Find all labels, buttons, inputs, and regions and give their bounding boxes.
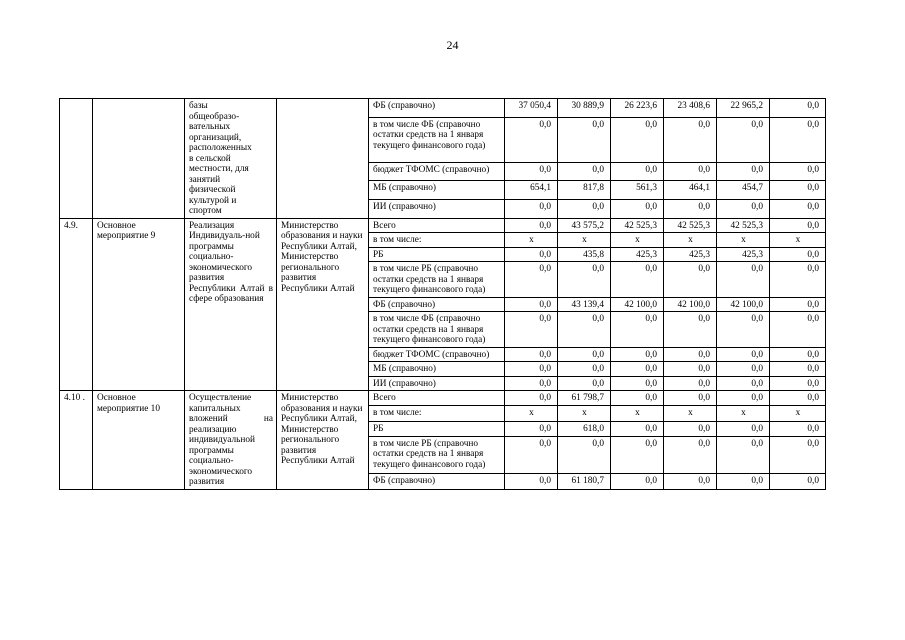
value-cell: 0,0: [611, 117, 664, 162]
value-cell: 0,0: [664, 347, 717, 362]
value-cell: 0,0: [611, 474, 664, 489]
value-cell: 0,0: [505, 362, 558, 377]
measure-executor-cell: Министерство образования и науки Республики Алтай, Министерство регионального развития Республики Алтай: [277, 391, 369, 490]
value-cell: 0,0: [664, 262, 717, 298]
funding-source-cell: в том числе ФБ (справочно остатки средств на 1 января текущего финансового года): [369, 117, 505, 162]
funding-source-cell: ФБ (справочно): [369, 99, 505, 118]
value-cell: 0,0: [664, 162, 717, 181]
description-line: спортом: [189, 206, 222, 216]
description-line: занятий: [189, 174, 221, 185]
value-cell: 0,0: [505, 162, 558, 181]
measure-executor-cell: [277, 99, 369, 219]
value-cell: 0,0: [558, 376, 611, 391]
measure-number-cell: 4.10 .: [60, 391, 93, 490]
value-cell: 425,3: [717, 247, 770, 262]
value-cell: 0,0: [770, 391, 826, 406]
value-cell: 0,0: [717, 391, 770, 406]
value-cell: 0,0: [611, 436, 664, 473]
value-cell: 0,0: [611, 362, 664, 377]
table-row: [60, 218, 826, 233]
value-cell: 0,0: [664, 474, 717, 489]
value-cell: 0,0: [770, 247, 826, 262]
value-cell: 0,0: [664, 436, 717, 473]
measure-description-cell: Осуществление капитальных вложений на реализацию индивидуальной программы социально-экономического развития: [185, 391, 277, 490]
value-cell: х: [717, 406, 770, 421]
value-cell: 42 100,0: [664, 297, 717, 312]
measure-number-cell: [60, 99, 93, 219]
funding-source-cell: МБ (справочно): [369, 362, 505, 377]
value-cell: 0,0: [770, 199, 826, 218]
value-cell: 0,0: [664, 391, 717, 406]
value-cell: 0,0: [717, 162, 770, 181]
funding-source-cell: ИИ (справочно): [369, 376, 505, 391]
description-line: физической: [189, 185, 236, 195]
value-cell: 0,0: [558, 362, 611, 377]
funding-source-cell: РБ: [369, 421, 505, 436]
description-line: общеобразо-: [189, 111, 240, 122]
value-cell: 43 139,4: [558, 297, 611, 312]
value-cell: 0,0: [664, 117, 717, 162]
value-cell: 0,0: [664, 199, 717, 218]
description-line: местности, для: [189, 164, 249, 174]
value-cell: 0,0: [611, 347, 664, 362]
value-cell: 0,0: [505, 391, 558, 406]
value-cell: 0,0: [770, 162, 826, 181]
value-cell: 0,0: [558, 117, 611, 162]
value-cell: 22 965,2: [717, 99, 770, 118]
funding-source-cell: бюджет ТФОМС (справочно): [369, 162, 505, 181]
value-cell: 42 525,3: [717, 218, 770, 233]
value-cell: 0,0: [664, 421, 717, 436]
value-cell: 0,0: [505, 199, 558, 218]
value-cell: 0,0: [770, 376, 826, 391]
value-cell: 26 223,6: [611, 99, 664, 118]
value-cell: х: [770, 406, 826, 421]
value-cell: 0,0: [558, 436, 611, 473]
value-cell: 23 408,6: [664, 99, 717, 118]
table-row: [60, 99, 826, 118]
value-cell: х: [770, 233, 826, 248]
value-cell: 0,0: [611, 162, 664, 181]
value-cell: 0,0: [770, 218, 826, 233]
funding-source-cell: бюджет ТФОМС (справочно): [369, 347, 505, 362]
measure-number-cell: 4.9.: [60, 218, 93, 391]
value-cell: 0,0: [717, 421, 770, 436]
value-cell: 0,0: [770, 421, 826, 436]
value-cell: х: [664, 233, 717, 248]
value-cell: 0,0: [664, 312, 717, 348]
value-cell: 0,0: [611, 421, 664, 436]
value-cell: 61 180,7: [558, 474, 611, 489]
value-cell: 43 575,2: [558, 218, 611, 233]
measure-description-cell: Реализация Индивидуаль-ной программы социально-экономического развития Республики Алтай в сфере образования: [185, 218, 277, 391]
funding-source-cell: ИИ (справочно): [369, 199, 505, 218]
description-line: организаций,: [189, 132, 242, 143]
value-cell: х: [664, 406, 717, 421]
funding-source-cell: в том числе ФБ (справочно остатки средств на 1 января текущего финансового года): [369, 312, 505, 348]
value-cell: х: [505, 406, 558, 421]
value-cell: 0,0: [717, 262, 770, 298]
value-cell: 0,0: [505, 376, 558, 391]
value-cell: 0,0: [505, 297, 558, 312]
value-cell: 0,0: [558, 199, 611, 218]
page-number: 24: [446, 38, 459, 52]
value-cell: 0,0: [558, 312, 611, 348]
description-line: вательных: [189, 122, 231, 132]
value-cell: 0,0: [717, 474, 770, 489]
value-cell: 30 889,9: [558, 99, 611, 118]
value-cell: 435,8: [558, 247, 611, 262]
value-cell: 0,0: [664, 362, 717, 377]
value-cell: 425,3: [611, 247, 664, 262]
value-cell: 0,0: [505, 247, 558, 262]
value-cell: 0,0: [611, 312, 664, 348]
value-cell: х: [558, 233, 611, 248]
value-cell: 0,0: [505, 421, 558, 436]
measure-description-cell: [185, 99, 277, 219]
value-cell: 0,0: [770, 181, 826, 200]
table-row: [60, 391, 826, 406]
value-cell: х: [717, 233, 770, 248]
value-cell: 817,8: [558, 181, 611, 200]
value-cell: 0,0: [558, 162, 611, 181]
funding-source-cell: в том числе:: [369, 233, 505, 248]
description-line: расположенных: [189, 143, 252, 153]
funding-source-cell: Всего: [369, 391, 505, 406]
value-cell: 42 525,3: [611, 218, 664, 233]
description-line: в сельской: [189, 153, 231, 164]
value-cell: 0,0: [558, 347, 611, 362]
measure-name-cell: Основное мероприятие 10: [93, 391, 185, 490]
funding-source-cell: в том числе:: [369, 406, 505, 421]
value-cell: 464,1: [664, 181, 717, 200]
value-cell: 654,1: [505, 181, 558, 200]
value-cell: 561,3: [611, 181, 664, 200]
value-cell: 0,0: [717, 117, 770, 162]
value-cell: 425,3: [664, 247, 717, 262]
funding-source-cell: в том числе РБ (справочно остатки средств на 1 января текущего финансового года): [369, 262, 505, 298]
value-cell: 0,0: [611, 376, 664, 391]
measure-name-cell: [93, 99, 185, 219]
value-cell: 0,0: [770, 117, 826, 162]
value-cell: 0,0: [505, 218, 558, 233]
value-cell: 0,0: [770, 262, 826, 298]
value-cell: 0,0: [770, 312, 826, 348]
value-cell: 0,0: [717, 436, 770, 473]
value-cell: 0,0: [505, 262, 558, 298]
value-cell: 0,0: [717, 362, 770, 377]
value-cell: 42 100,0: [717, 297, 770, 312]
value-cell: 0,0: [664, 376, 717, 391]
measure-name-cell: Основное мероприятие 9: [93, 218, 185, 391]
value-cell: 454,7: [717, 181, 770, 200]
funding-table: [59, 98, 826, 490]
funding-source-cell: в том числе РБ (справочно остатки средств на 1 января текущего финансового года): [369, 436, 505, 473]
value-cell: 42 100,0: [611, 297, 664, 312]
value-cell: 0,0: [717, 312, 770, 348]
funding-source-cell: ФБ (справочно): [369, 474, 505, 489]
value-cell: 618,0: [558, 421, 611, 436]
value-cell: 0,0: [770, 436, 826, 473]
value-cell: 37 050,4: [505, 99, 558, 118]
value-cell: 0,0: [770, 297, 826, 312]
description-line: культурой и: [189, 195, 237, 206]
value-cell: 0,0: [717, 347, 770, 362]
value-cell: х: [505, 233, 558, 248]
value-cell: 0,0: [611, 262, 664, 298]
description-line: базы: [189, 101, 208, 111]
value-cell: 0,0: [611, 391, 664, 406]
value-cell: х: [611, 406, 664, 421]
value-cell: 0,0: [717, 376, 770, 391]
value-cell: 42 525,3: [664, 218, 717, 233]
value-cell: 0,0: [558, 262, 611, 298]
value-cell: 0,0: [505, 312, 558, 348]
funding-source-cell: Всего: [369, 218, 505, 233]
value-cell: 0,0: [770, 474, 826, 489]
value-cell: 0,0: [770, 347, 826, 362]
value-cell: 0,0: [505, 436, 558, 473]
funding-source-cell: ФБ (справочно): [369, 297, 505, 312]
value-cell: 0,0: [770, 362, 826, 377]
value-cell: 0,0: [505, 474, 558, 489]
measure-executor-cell: Министерство образования и науки Республики Алтай, Министерство регионального развития Республики Алтай: [277, 218, 369, 391]
value-cell: 0,0: [505, 117, 558, 162]
value-cell: 0,0: [717, 199, 770, 218]
value-cell: х: [611, 233, 664, 248]
value-cell: х: [558, 406, 611, 421]
value-cell: 0,0: [611, 199, 664, 218]
value-cell: 61 798,7: [558, 391, 611, 406]
funding-source-cell: РБ: [369, 247, 505, 262]
value-cell: 0,0: [505, 347, 558, 362]
funding-source-cell: МБ (справочно): [369, 181, 505, 200]
value-cell: 0,0: [770, 99, 826, 118]
